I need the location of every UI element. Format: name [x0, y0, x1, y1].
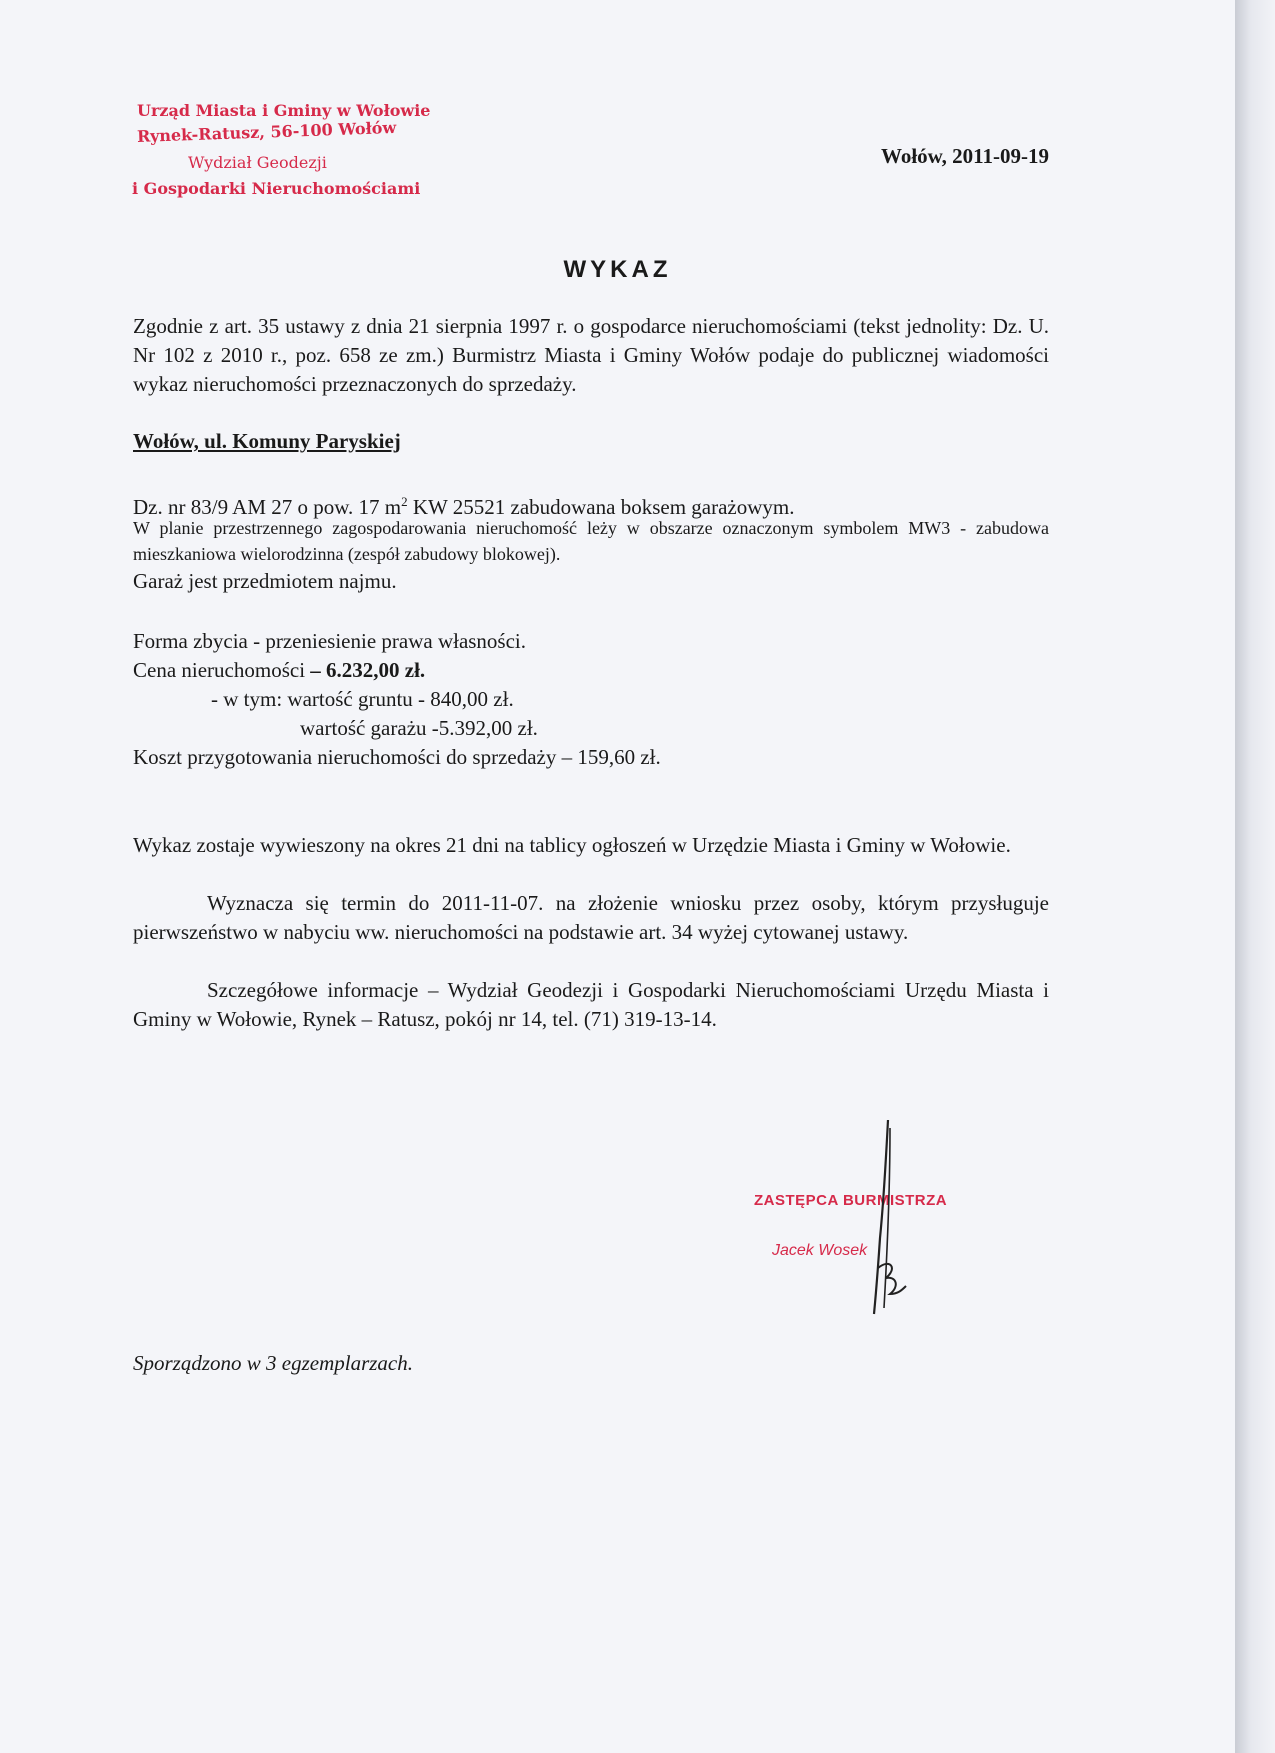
- rent-line: Garaż jest przedmiotem najmu.: [133, 569, 397, 593]
- price-value: – 6.232,00 zł.: [310, 658, 426, 682]
- parcel-text-2: KW 25521 zabudowana boksem garażowym.: [407, 495, 795, 519]
- price-label: Cena nieruchomości: [133, 658, 311, 682]
- plan-paragraph: W planie przestrzennego zagospodarowania nieruchomość leży w obszarze oznaczonym symbolem MW3 - zabudowa mieszkaniowa wielorodzinna (zespół zabudowy blokowej).: [133, 518, 1049, 564]
- document-date: Wołów, 2011-09-19: [880, 144, 1049, 168]
- handwritten-signature-icon: [840, 1118, 930, 1318]
- document-title: WYKAZ: [563, 256, 672, 283]
- signatory-name: Jacek Wosek: [772, 1242, 868, 1259]
- deadline-paragraph: Wyznacza się termin do 2011-11-07. na złożenie wniosku przez osoby, którym przysługuje pierwszeństwo w nabyciu ww. nieruchomości na podstawie art. 34 wyżej cytowanej ustawy.: [133, 891, 1049, 944]
- parcel-unit-sup: 2: [401, 494, 408, 509]
- stamp-line-address: Rynek-Ratusz, 56-100 Wołów: [136, 117, 397, 146]
- sale-form-line: Forma zbycia - przeniesienie prawa własności.: [133, 629, 527, 653]
- posting-paragraph: Wykaz zostaje wywieszony na okres 21 dni na tablicy ogłoszeń w Urzędzie Miasta i Gminy w Wołowie.: [133, 833, 1011, 857]
- stamp-line-office: Urząd Miasta i Gminy w Wołowie: [137, 101, 431, 120]
- signatory-title: ZASTĘPCA BURMISTRZA: [754, 1192, 948, 1209]
- parcel-text: Dz. nr 83/9 AM 27 o pow. 17 m: [133, 495, 402, 519]
- stamp-line-department: Wydział Geodezji: [188, 153, 327, 172]
- land-value-line: - w tym: wartość gruntu - 840,00 zł.: [211, 687, 514, 711]
- cost-line: Koszt przygotowania nieruchomości do sprzedaży – 159,60 zł.: [133, 745, 661, 769]
- location-text: Wołów, ul. Komuny Paryskiej: [133, 429, 401, 453]
- intro-paragraph: Zgodnie z art. 35 ustawy z dnia 21 sierpnia 1997 r. o gospodarce nieruchomościami (tekst jednolity: Dz. U. Nr 102 z 2010 r., poz. 658 ze zm.) Burmistrz Miasta i Gminy Wołów podaje do publicznej wiadomości wykaz nieruchomości przeznaczonych do sprzedaży.: [133, 314, 1049, 396]
- location-heading: [133, 427, 1049, 456]
- garage-value-line: wartość garażu -5.392,00 zł.: [300, 716, 538, 740]
- paper-edge: [1235, 0, 1275, 1753]
- price-line: [133, 656, 1049, 685]
- info-paragraph: Szczegółowe informacje – Wydział Geodezji i Gospodarki Nieruchomościami Urzędu Miasta i Gminy w Wołowie, Rynek – Ratusz, pokój nr 14, tel. (71) 319-13-14.: [133, 978, 1049, 1031]
- footer-note: Sporządzono w 3 egzemplarzach.: [133, 1351, 414, 1375]
- stamp-line-department-2: i Gospodarki Nieruchomościami: [132, 179, 421, 198]
